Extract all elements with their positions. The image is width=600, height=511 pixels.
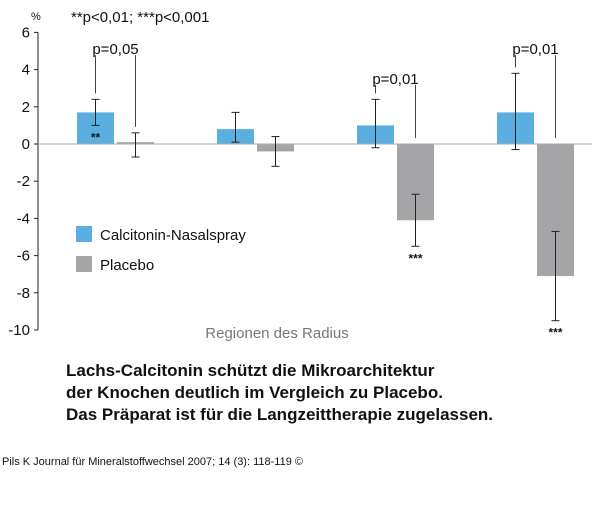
- y-tick-label: 0: [21, 136, 30, 153]
- significance-marker: ***: [548, 325, 563, 340]
- caption-line-1: Lachs-Calcitonin schützt die Mikroarchitektur: [66, 361, 435, 380]
- y-tick-label: 6: [21, 24, 30, 42]
- caption: [66, 360, 586, 426]
- significance-note: **p<0,01; ***p<0,001: [71, 9, 210, 26]
- y-tick-label: -6: [16, 247, 30, 265]
- y-tick-label: -8: [16, 284, 30, 302]
- y-tick-label: -4: [16, 210, 30, 228]
- y-tick-label: 4: [21, 61, 30, 79]
- legend-label-calcitonin: Calcitonin-Nasalspray: [100, 227, 246, 244]
- p-value-label: p=0,01: [372, 70, 419, 88]
- significance-marker: ***: [408, 251, 423, 266]
- p-value-label: p=0,05: [92, 41, 139, 59]
- y-tick-label: 2: [21, 98, 30, 116]
- y-tick-label: -10: [8, 322, 30, 339]
- caption-line-2: der Knochen deutlich im Vergleich zu Placebo.: [66, 383, 443, 402]
- y-tick-label: -2: [16, 173, 30, 191]
- x-axis-label: Regionen des Radius: [205, 325, 349, 342]
- p-value-label: p=0,01: [512, 41, 559, 59]
- legend-label-placebo: Placebo: [100, 257, 155, 274]
- significance-marker: **: [90, 130, 101, 145]
- y-unit-label: %: [31, 11, 41, 23]
- source-citation: Pils K Journal für Mineralstoffwechsel 2007; 14 (3): 118-119 ©: [2, 456, 303, 468]
- caption-line-3: Das Präparat ist für die Langzeittherapie zugelassen.: [66, 405, 494, 424]
- legend-swatch-placebo: [76, 256, 92, 272]
- legend-swatch-calcitonin: [76, 226, 92, 242]
